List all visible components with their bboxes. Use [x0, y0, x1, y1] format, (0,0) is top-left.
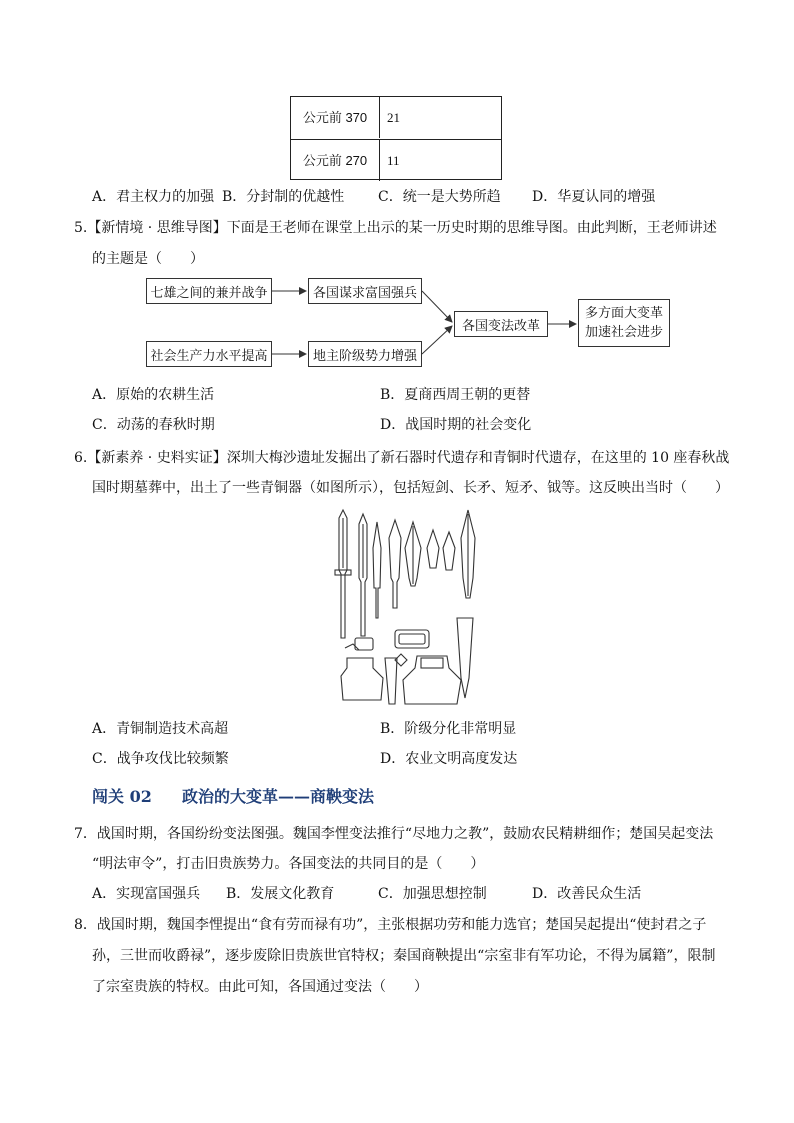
q5-option-c: C．动荡的春秋时期 — [92, 417, 215, 433]
mindmap-box-reform: 各国变法改革 — [454, 311, 548, 337]
q5-stem-line1: 5.【新情境 · 思维导图】下面是王老师在课堂上出示的某一历史时期的思维导图。由此判断，王老师讲述 — [74, 220, 717, 236]
mindmap-box-wealth: 各国谋求富国强兵 — [308, 278, 422, 304]
mindmap-box-change-line2: 加速社会进步 — [584, 325, 663, 340]
mindmap-box-change-line1: 多方面大变革 — [584, 306, 663, 321]
q4-option-a: A．君主权力的加强 — [92, 189, 215, 205]
q7-stem-line1: 7．战国时期，各国纷纷变法图强。魏国李悝变法推行“尽地力之教”，鼓励农民精耕细作；楚国吴起变法 — [74, 826, 714, 842]
mindmap-box-productivity: 社会生产力水平提高 — [146, 341, 272, 367]
q8-stem-line2: 孙，三世而收爵禄”，逐步废除旧贵族世官特权；秦国商鞅提出“宗室非有军功论，不得为属籍”，限制 — [92, 948, 716, 964]
q6-stem-line2: 国时期墓葬中，出土了一些青铜器（如图所示），包括短剑、长矛、短矛、钺等。这反映出当时（ ） — [92, 480, 729, 496]
table-cell-year: 公元前 270 — [291, 140, 380, 181]
q6-option-c: C．战争攻伐比较频繁 — [92, 751, 229, 767]
q7-option-b: B．发展文化教育 — [226, 886, 335, 902]
q5-option-b: B．夏商西周王朝的更替 — [380, 387, 531, 403]
q7-option-a: A．实现富国强兵 — [92, 886, 201, 902]
q7-stem-line2: “明法审令”，打击旧贵族势力。各国变法的共同目的是（ ） — [92, 856, 485, 872]
table-cell-year: 公元前 370 — [291, 97, 380, 138]
q4-option-d: D．华夏认同的增强 — [532, 189, 656, 205]
bronze-artifacts-image — [325, 508, 490, 708]
q4-option-c: C．统一是大势所趋 — [378, 189, 501, 205]
q6-option-b: B．阶级分化非常明显 — [380, 721, 517, 737]
q5-option-d: D．战国时期的社会变化 — [380, 417, 532, 433]
section-title: 政治的大变革——商鞅变法 — [182, 787, 375, 806]
q5-stem-line2: 的主题是（ ） — [92, 251, 204, 267]
q4-option-b: B．分封制的优越性 — [222, 189, 345, 205]
section-label: 闯关 02 — [92, 787, 152, 806]
q5-option-a: A．原始的农耕生活 — [92, 387, 215, 403]
q6-option-a: A．青铜制造技术高超 — [92, 721, 229, 737]
q6-option-d: D．农业文明高度发达 — [380, 751, 518, 767]
q7-option-d: D．改善民众生活 — [532, 886, 642, 902]
q8-stem-line1: 8．战国时期，魏国李悝提出“食有劳而禄有功”，主张根据功劳和能力选官；楚国吴起提出“使封君之子 — [74, 917, 707, 933]
mindmap-box-wars: 七雄之间的兼并战争 — [146, 278, 272, 304]
table-cell-value: 11 — [387, 153, 400, 168]
mindmap-box-landlord: 地主阶级势力增强 — [308, 341, 422, 367]
q8-stem-line3: 了宗室贵族的特权。由此可知，各国通过变法（ ） — [92, 979, 428, 995]
table-cell-value: 21 — [387, 110, 400, 125]
q6-stem-line1: 6.【新素养 · 史料实证】深圳大梅沙遗址发掘出了新石器时代遗存和青铜时代遗存，在这里的 10 座春秋战 — [74, 450, 730, 466]
q7-option-c: C．加强思想控制 — [378, 886, 487, 902]
mindmap-arrows — [0, 0, 794, 400]
